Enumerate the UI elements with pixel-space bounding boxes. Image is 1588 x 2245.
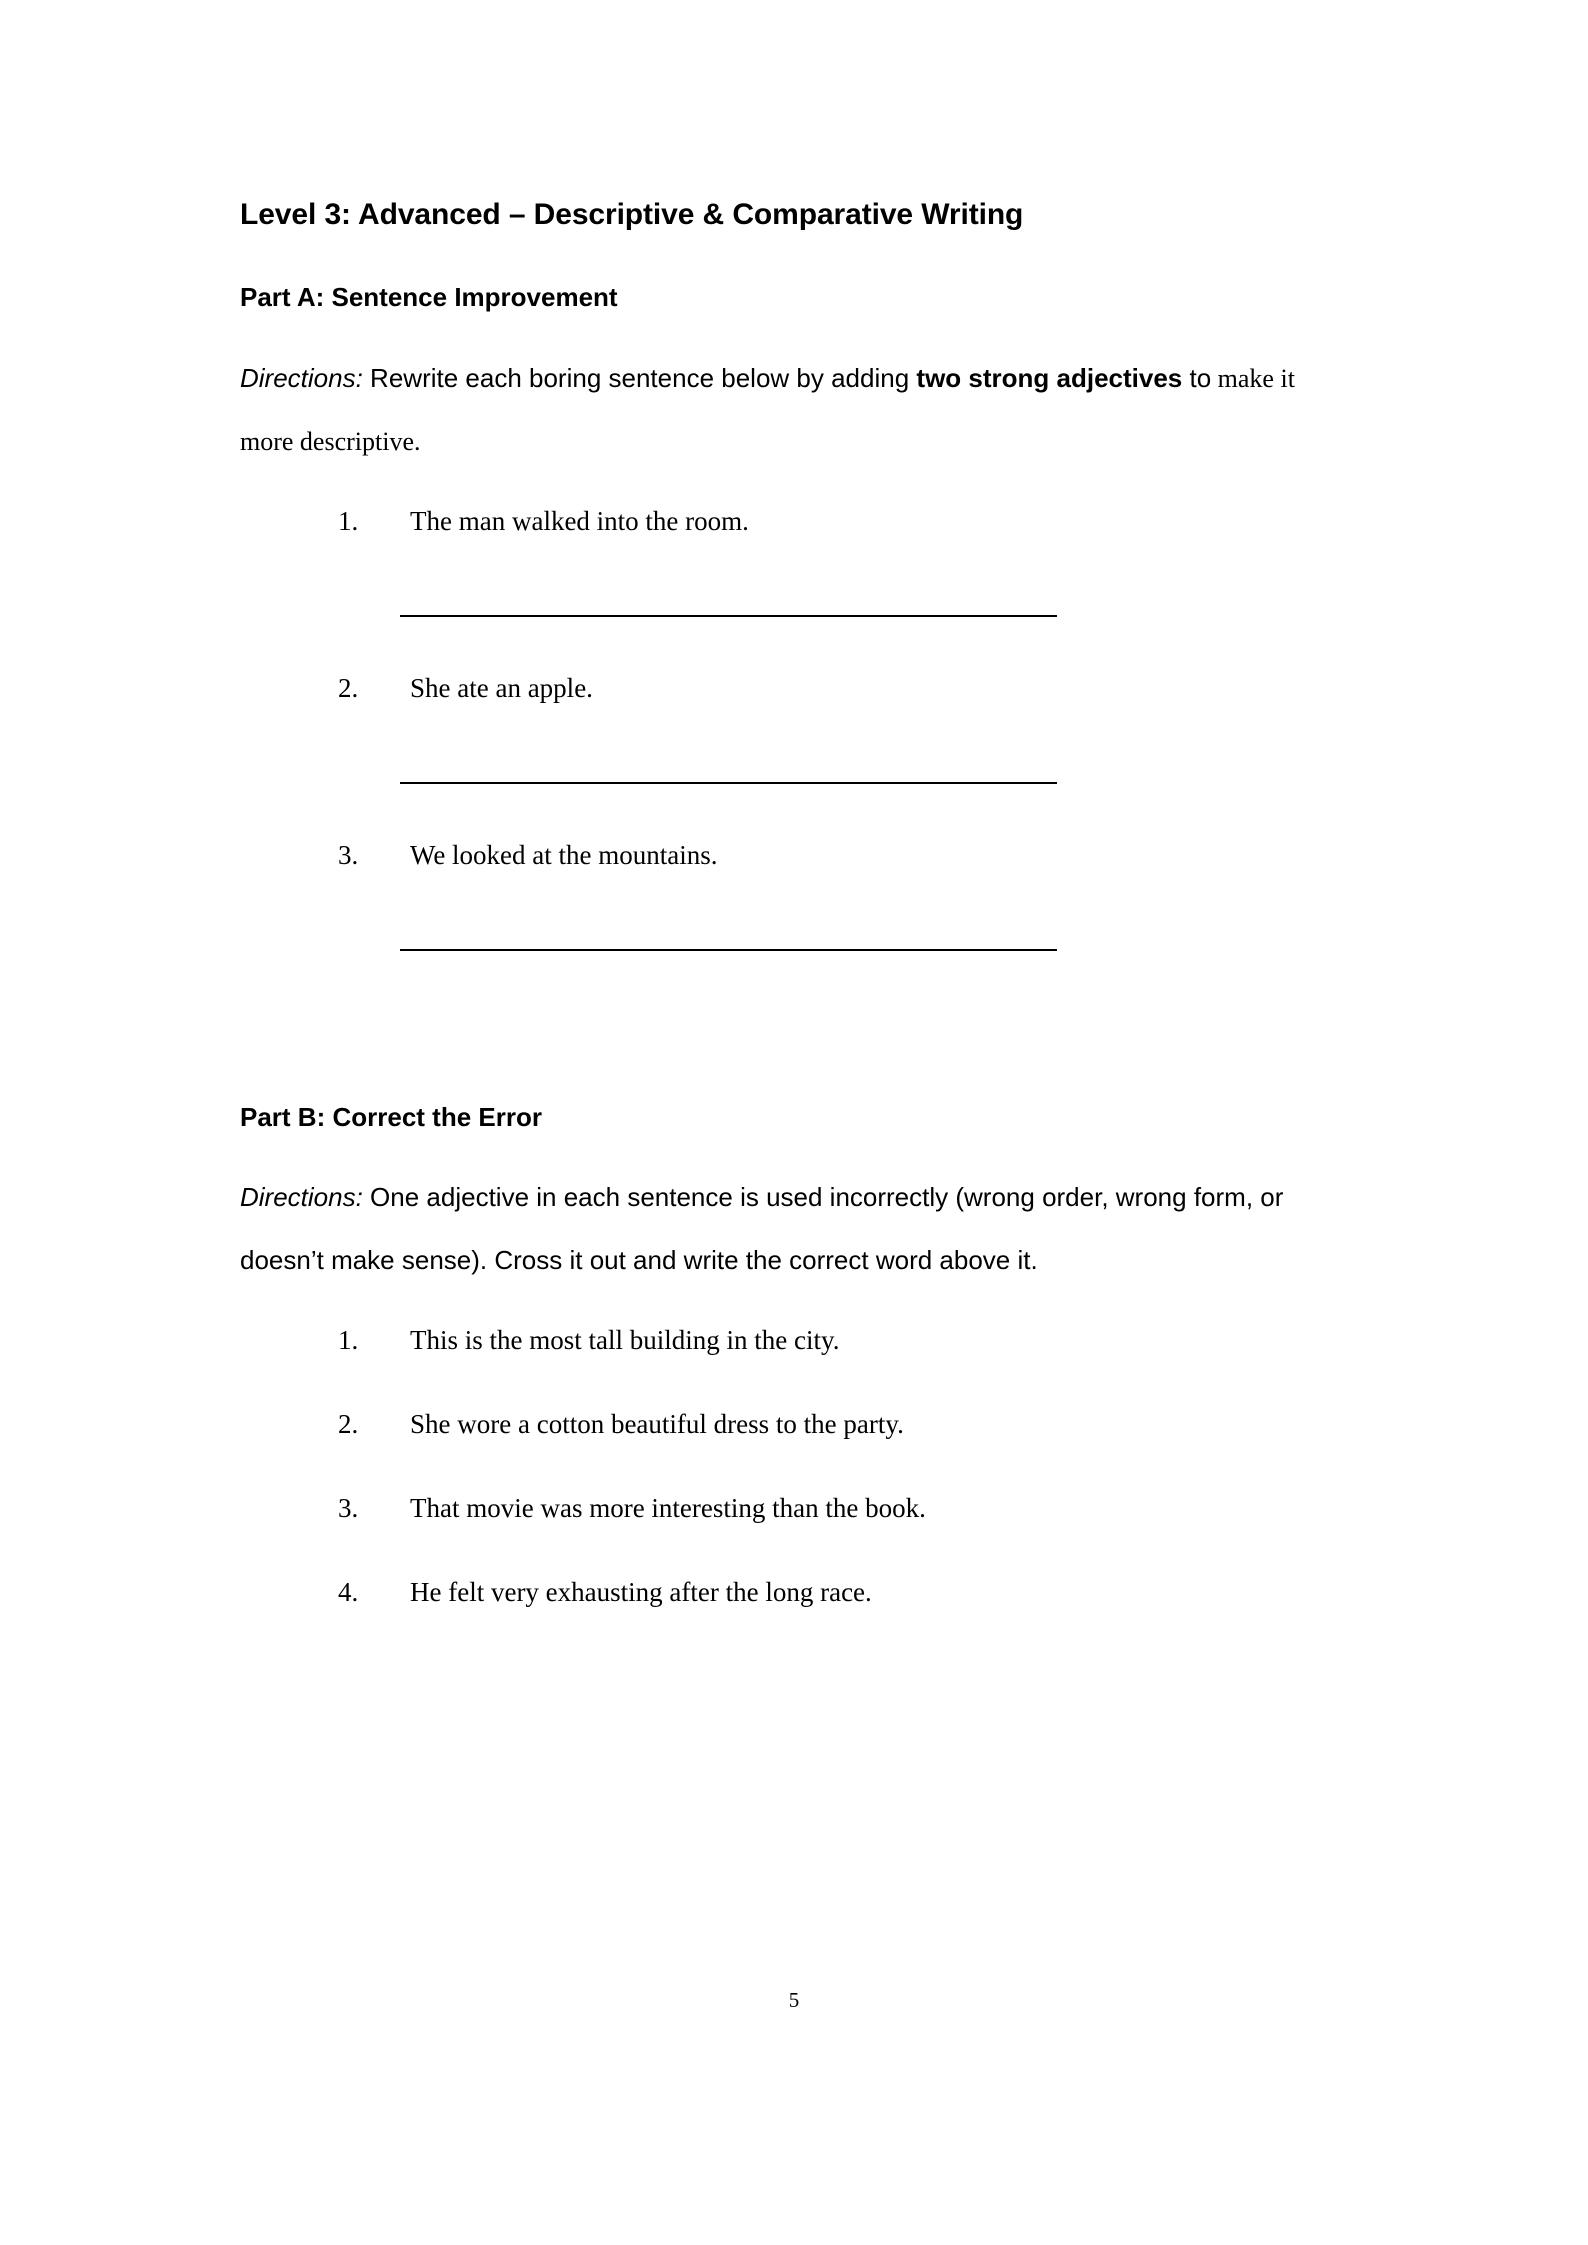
list-item-sentence: That movie was more interesting than the book. bbox=[410, 1492, 926, 1523]
list-item bbox=[240, 1492, 1315, 1576]
list-item bbox=[240, 672, 1315, 839]
directions-label: Directions: bbox=[240, 363, 363, 393]
page-title: Level 3: Advanced – Descriptive & Comparative Writing bbox=[240, 198, 1024, 231]
spacer bbox=[240, 313, 1315, 347]
part-b-directions bbox=[240, 1166, 1315, 1292]
spacer bbox=[240, 1292, 1315, 1324]
list-item-sentence: He felt very exhausting after the long race. bbox=[410, 1576, 872, 1607]
part-b-heading: Part B: Correct the Error bbox=[240, 1102, 542, 1132]
directions-bold-phrase: two strong adjectives bbox=[916, 363, 1183, 393]
list-item-sentence: The man walked into the room. bbox=[410, 506, 749, 536]
list-item-number: 4. bbox=[338, 1576, 359, 1607]
list-item-number: 3. bbox=[338, 1492, 359, 1523]
page-content bbox=[240, 196, 1315, 1660]
spacer bbox=[240, 1134, 1315, 1166]
page-number: 5 bbox=[788, 1988, 800, 2012]
list-item-number: 1. bbox=[338, 1324, 359, 1355]
list-item-number: 2. bbox=[338, 1408, 359, 1439]
directions-text: One adjective in each sentence is used incorrectly (wrong order, wrong form, or doesn’t make sense). Cross it out and write the correct word above it. bbox=[240, 1181, 1284, 1275]
list-item bbox=[240, 505, 1315, 672]
list-item bbox=[240, 1576, 1315, 1660]
answer-line[interactable] bbox=[400, 782, 1057, 784]
spacer bbox=[240, 473, 1315, 505]
list-item-sentence: She wore a cotton beautiful dress to the party. bbox=[410, 1408, 904, 1439]
list-item-number: 2. bbox=[338, 673, 359, 703]
spacer bbox=[240, 1006, 1315, 1101]
directions-text-before: Rewrite each boring sentence below by adding bbox=[362, 363, 917, 393]
answer-line[interactable] bbox=[400, 949, 1057, 951]
spacer bbox=[240, 234, 1315, 281]
list-item-number: 3. bbox=[338, 840, 359, 870]
part-a-directions bbox=[240, 347, 1315, 473]
list-item-sentence: We looked at the mountains. bbox=[410, 840, 718, 870]
list-item-number: 1. bbox=[338, 506, 359, 536]
list-item bbox=[240, 839, 1315, 1006]
part-a-heading: Part A: Sentence Improvement bbox=[240, 281, 618, 312]
list-item bbox=[240, 1324, 1315, 1408]
list-item bbox=[240, 1408, 1315, 1492]
list-item-sentence: She ate an apple. bbox=[410, 673, 593, 703]
list-item-sentence: This is the most tall building in the city. bbox=[410, 1324, 840, 1355]
part-a-list bbox=[240, 505, 1315, 1006]
directions-label: Directions: bbox=[240, 1181, 363, 1212]
answer-line[interactable] bbox=[400, 615, 1057, 617]
directions-text-after: to bbox=[1182, 363, 1212, 393]
directions-tail: make it more descriptive. bbox=[240, 364, 1295, 456]
part-b-list bbox=[240, 1324, 1315, 1660]
